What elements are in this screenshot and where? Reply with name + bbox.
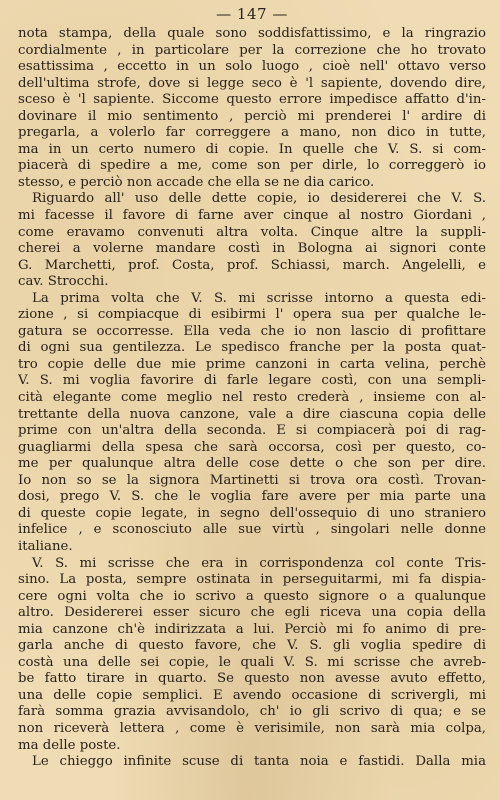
text-line: dosi, prego V. S. che le voglia fare avere per mia parte una: [18, 489, 486, 505]
text-line: sino. La posta, sempre ostinata in perseguitarmi, mi fa dispia-: [18, 572, 486, 588]
text-line: infelice , e sconosciuto alle sue virtù , singolari nelle donne: [18, 522, 486, 538]
text-line: piacerà di spedire a me, come son per dirle, lo correggerò io: [18, 158, 486, 174]
text-line: come eravamo convenuti altra volta. Cinque altre la suppli-: [18, 224, 486, 240]
text-line: cav. Strocchi.: [18, 274, 109, 290]
text-line: nota stampa, della quale sono soddisfattissimo, e la ringrazio: [18, 26, 486, 41]
text-line: Riguardo all' uso delle dette copie, io desidererei che V. S.: [32, 191, 486, 207]
text-line: altro. Desidererei esser sicuro che egli riceva una copia della: [18, 605, 486, 621]
paragraph: [18, 291, 486, 556]
text-line: trettante della nuova canzone, vale a dire ciascuna copia delle: [18, 406, 486, 422]
text-line: La prima volta che V. S. mi scrisse intorno a questa edi-: [32, 290, 486, 306]
text-line: di ogni sua gentilezza. Le spedisco franche per la posta quat-: [18, 340, 486, 356]
text-line: mi facesse il favore di farne aver cinque al nostro Giordani ,: [18, 208, 486, 224]
text-line: cordialmente , in particolare per la correzione che ho trovato: [18, 42, 486, 58]
text-line: una delle copie semplici. E avendo occasione di scrivergli, mi: [18, 687, 486, 703]
text-line: garla anche di questo favore, che V. S. gli voglia spedire di: [18, 638, 486, 654]
text-line: cità elegante come meglio nel resto crederà , insieme con al-: [18, 390, 486, 406]
text-line: sceso è 'l sapiente. Siccome questo errore impedisce affatto d'in-: [18, 92, 486, 108]
text-line: costà una delle sei copie, le quali V. S. mi scrisse che avreb-: [18, 654, 486, 670]
text-line: guagliarmi della spesa che sarà occorsa, così per questo, co-: [18, 439, 486, 455]
text-line: farà somma grazia avvisandolo, ch' io gli scrivo di qua; e se: [18, 704, 486, 720]
text-line: V. S. mi scrisse che era in corrispondenza col conte Tris-: [32, 555, 486, 571]
text-line: mia canzone ch'è indirizzata a lui. Perciò mi fo animo di pre-: [18, 621, 486, 637]
text-line: non riceverà lettera , come è verisimile, non sarà mia colpa,: [18, 720, 486, 736]
text-line: G. Marchetti, prof. Costa, prof. Schiassi, march. Angelelli, e: [18, 257, 486, 273]
text-line: ma delle poste.: [18, 737, 121, 753]
text-line: V. S. mi voglia favorire di farle legare costì, con una sempli-: [18, 373, 486, 389]
text-line: dell'ultima strofe, dove si legge seco è 'l sapiente, dovendo dire,: [18, 75, 486, 91]
text-line: italiane.: [18, 538, 73, 554]
text-line: Io non so se la signora Martinetti si trova ora costì. Trovan-: [18, 472, 486, 488]
text-line: dovinare il mio sentimento , perciò mi prenderei l' ardire di: [18, 108, 486, 124]
text-line: di queste copie legate, in segno dell'ossequio di uno straniero: [18, 505, 486, 521]
text-line: pregarla, a volerlo far correggere a mano, non dico in tutte,: [18, 125, 486, 141]
paragraph: [18, 26, 486, 191]
text-line: prime con un'altra della seconda. E si compiacerà poi di rag-: [18, 423, 486, 439]
paragraph: [18, 191, 486, 290]
text-line: stesso, e perciò non accade che ella se ne dia carico.: [18, 174, 375, 190]
paragraph: [18, 556, 486, 755]
paragraph: [18, 754, 486, 771]
text-line: tro copie delle due mie prime canzoni in carta velina, perchè: [18, 356, 486, 372]
text-line: cherei a volerne mandare costì in Bologna ai signori conte: [18, 241, 486, 257]
text-line: zione , si compiacque di esibirmi l' opera sua per qualche le-: [18, 307, 486, 323]
text-line: esattissima , eccetto in un solo luogo , cioè nell' ottavo verso: [18, 59, 486, 75]
text-line: Le chieggo infinite scuse di tanta noia e fastidi. Dalla mia: [32, 754, 486, 770]
page-number: — 147 —: [216, 5, 288, 23]
body-text: [18, 26, 486, 771]
text-line: me per qualunque altra delle cose dette o che son per dire.: [18, 456, 486, 472]
text-line: ma in un certo numero di copie. In quelle che V. S. si com-: [18, 141, 486, 157]
text-line: gatura se occorresse. Ella veda che io non lascio di profittare: [18, 323, 486, 339]
text-line: cere ogni volta che io scrivo a questo signore o a qualunque: [18, 588, 486, 604]
text-line: be fatto tirare in quarto. Se questo non avesse avuto effetto,: [18, 671, 486, 687]
